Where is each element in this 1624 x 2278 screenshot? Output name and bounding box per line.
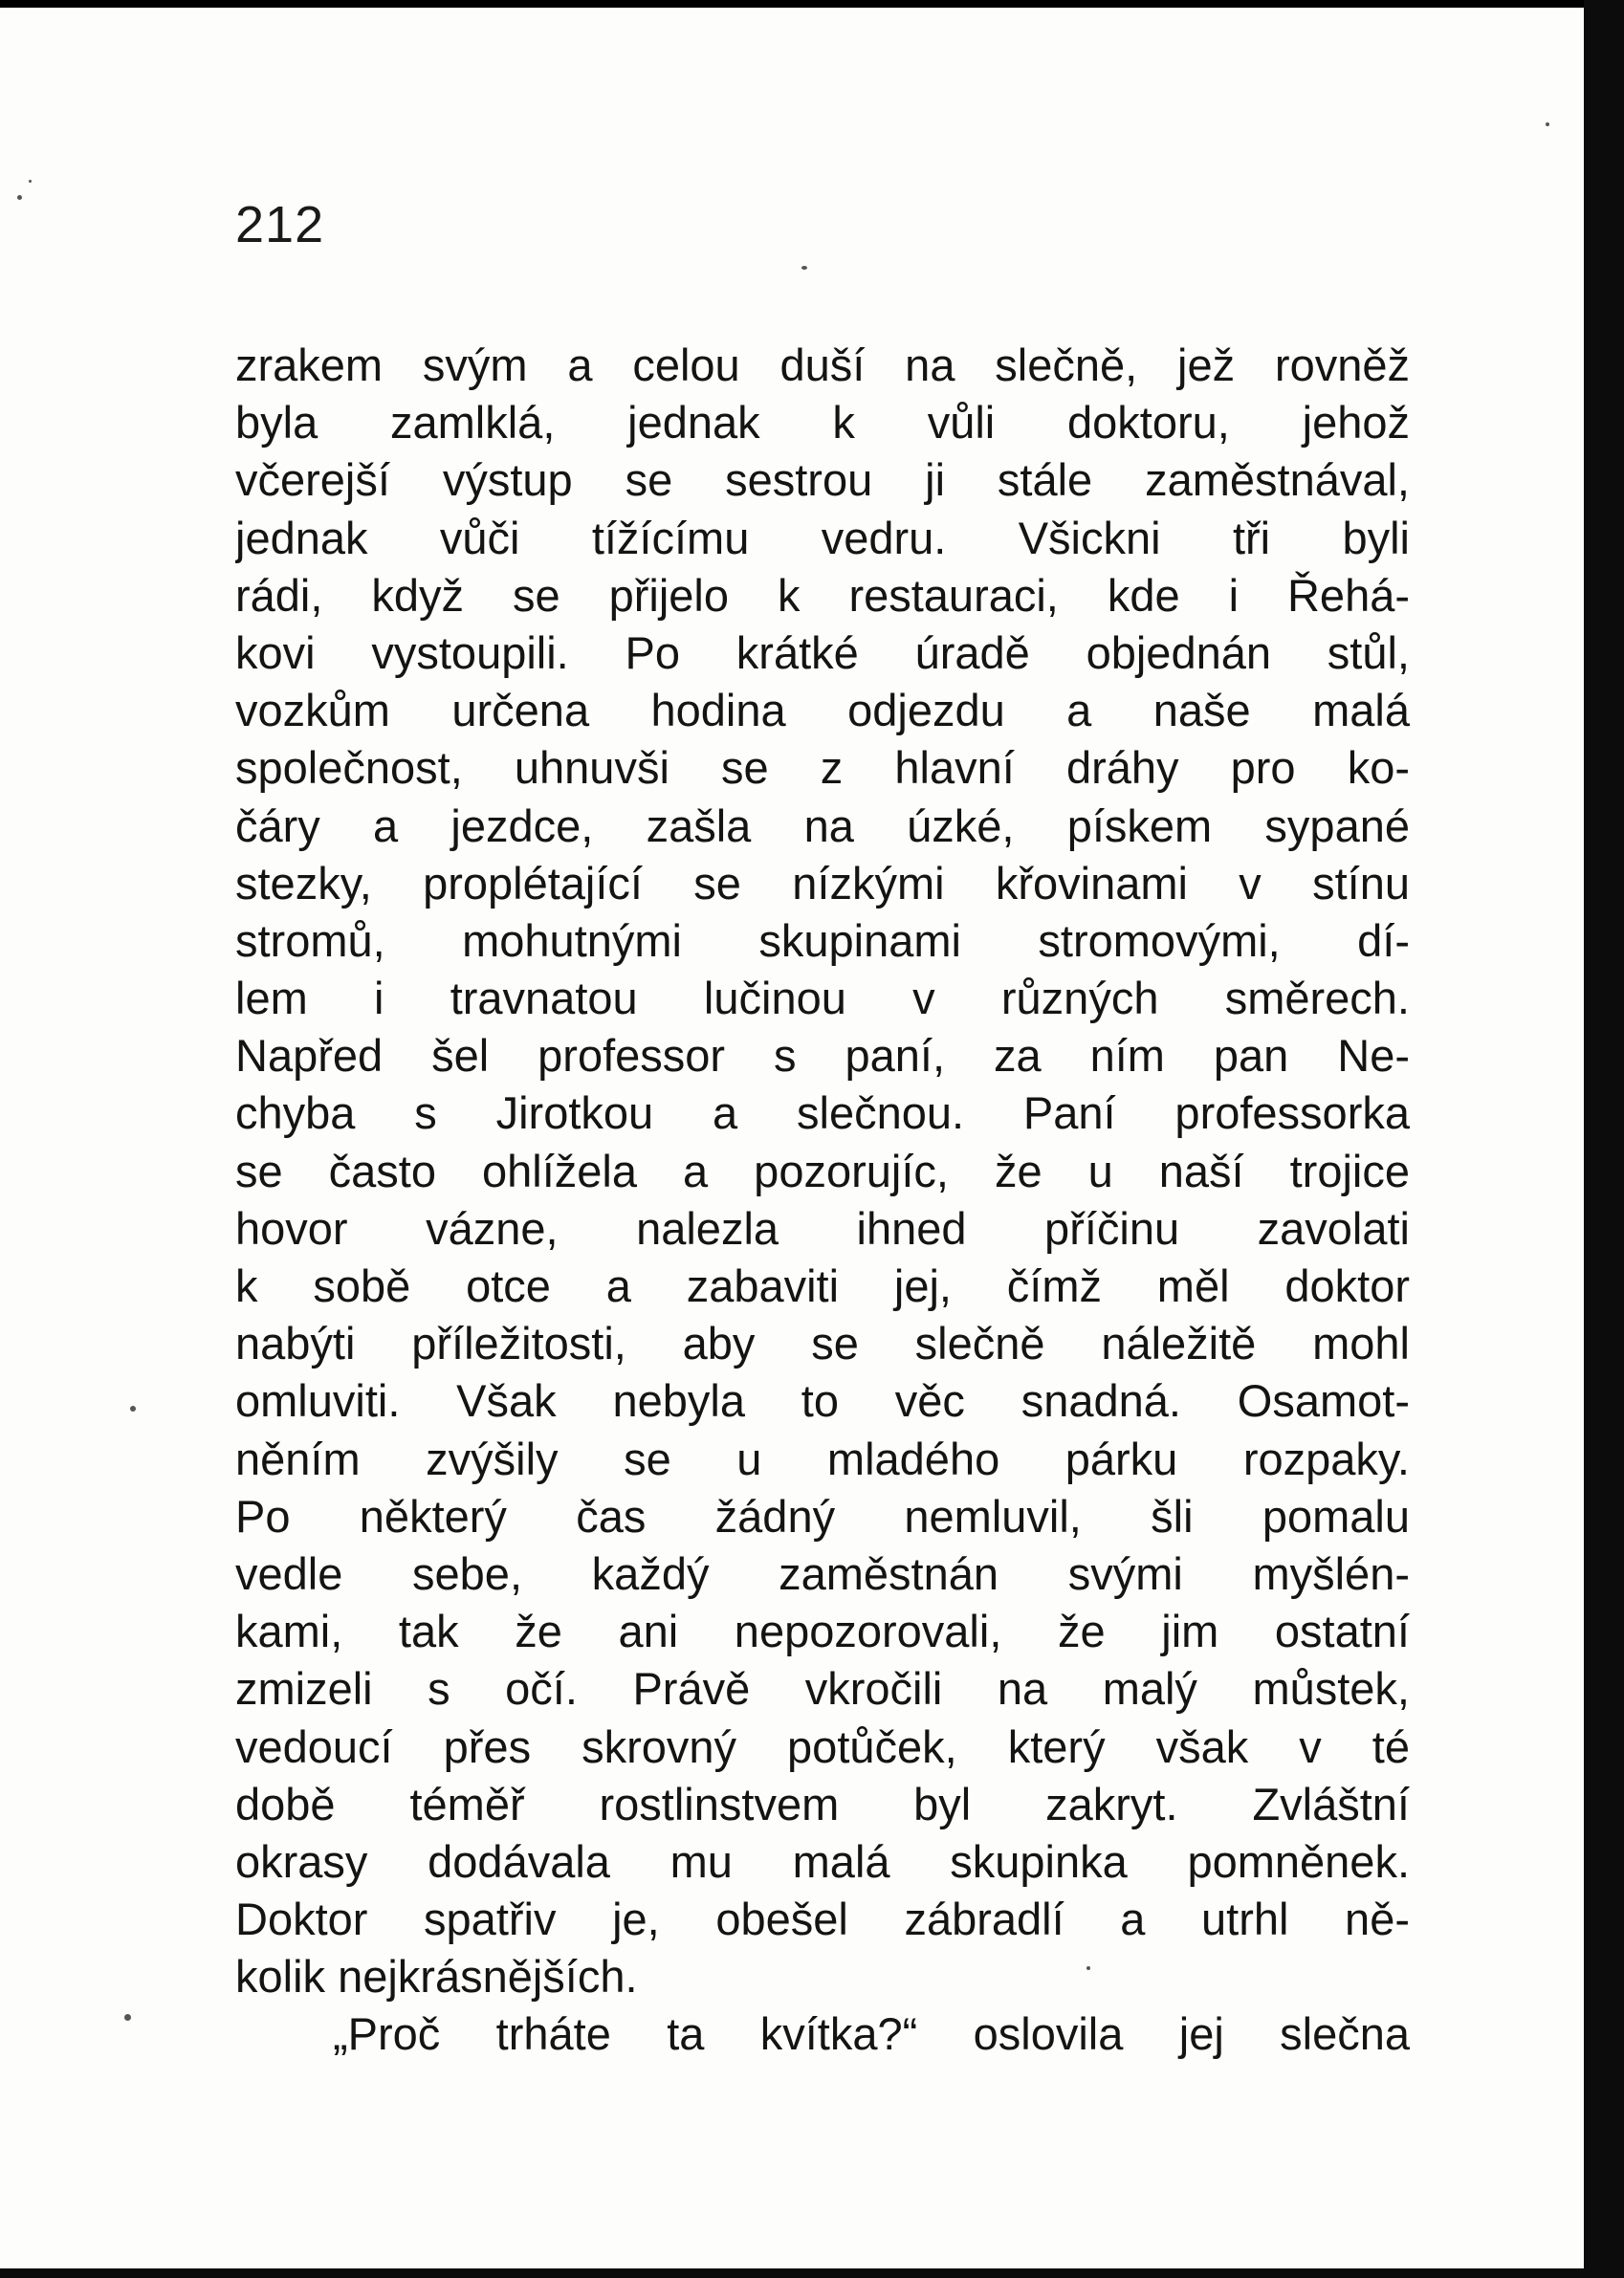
scan-speck: [1546, 122, 1549, 126]
text-line: stromů, mohutnými skupinami stromovými, dí-: [235, 914, 1410, 966]
page-number: 212: [235, 196, 325, 253]
text-line: zrakem svým a celou duší na slečně, jež rovněž: [235, 340, 1410, 390]
text-line: hovor vázne, nalezla ihned příčinu zavolati: [235, 1202, 1410, 1254]
text-line: byla zamlklá, jednak k vůli doktoru, jehož: [235, 397, 1410, 449]
scan-speck: [1086, 1966, 1090, 1970]
text-line: kolik nejkrásnějších.: [235, 1951, 638, 2003]
text-line: vedle sebe, každý zaměstnán svými myšlén-: [235, 1547, 1410, 1599]
text-line: Doktor spatřiv je, obešel zábradlí a utrhl ně-: [235, 1894, 1410, 1945]
text-line: vozkům určena hodina odjezdu a naše malá: [235, 685, 1410, 736]
text-line: chyba s Jirotkou a slečnou. Paní professorka: [235, 1087, 1410, 1139]
text-line: „Proč trháte ta kvítka?“ oslovila jej slečna: [333, 2008, 1410, 2060]
text-line: okrasy dodávala mu malá skupinka pomněnek.: [235, 1835, 1410, 1887]
text-line: společnost, uhnuvši se z hlavní dráhy pro ko-: [235, 742, 1410, 794]
text-line: omluviti. Však nebyla to věc snadná. Osamot-: [235, 1375, 1410, 1427]
text-line: kami, tak že ani nepozorovali, že jim ostatní: [235, 1606, 1410, 1657]
body-text: [235, 337, 1410, 2064]
text-line: době téměř rostlinstvem byl zakryt. Zvláštní: [235, 1778, 1410, 1829]
text-line: Napřed šel professor s paní, za ním pan Ne-: [235, 1030, 1410, 1082]
text-line: lem i travnatou lučinou v různých směrech.: [235, 973, 1410, 1024]
text-line: vedoucí přes skrovný potůček, který však v té: [235, 1720, 1410, 1772]
book-page: [0, 8, 1584, 2270]
text-line: se často ohlížela a pozorujíc, že u naší trojice: [235, 1145, 1410, 1196]
text-line: nabýti příležitosti, aby se slečně náležitě mohl: [235, 1318, 1410, 1369]
text-line: kovi vystoupili. Po krátké úradě objednán stůl,: [235, 626, 1410, 678]
text-line: k sobě otce a zabaviti jej, čímž měl doktor: [235, 1260, 1410, 1311]
text-line: čáry a jezdce, zašla na úzké, pískem sypané: [235, 799, 1410, 851]
text-line: stezky, proplétající se nízkými křovinami v stínu: [235, 857, 1410, 909]
scan-speck: [130, 1406, 136, 1412]
text-line: zmizeli s očí. Právě vkročili na malý můstek,: [235, 1663, 1410, 1715]
text-line: včerejší výstup se sestrou ji stále zaměstnával,: [235, 454, 1410, 506]
scan-speck: [124, 2014, 131, 2021]
text-line: jednak vůči tížícímu vedru. Všickni tři byli: [235, 512, 1410, 563]
text-line: Po některý čas žádný nemluvil, šli pomalu: [235, 1490, 1410, 1542]
text-line: něním zvýšily se u mladého párku rozpaky.: [235, 1433, 1410, 1484]
scan-speck: [801, 266, 807, 270]
scan-speck: [29, 180, 32, 183]
scan-edge-bottom: [0, 2268, 1624, 2278]
scan-speck: [17, 195, 22, 200]
scan-edge-right: [1584, 0, 1624, 2278]
text-line: rádi, když se přijelo k restauraci, kde i Řehá-: [235, 569, 1410, 621]
